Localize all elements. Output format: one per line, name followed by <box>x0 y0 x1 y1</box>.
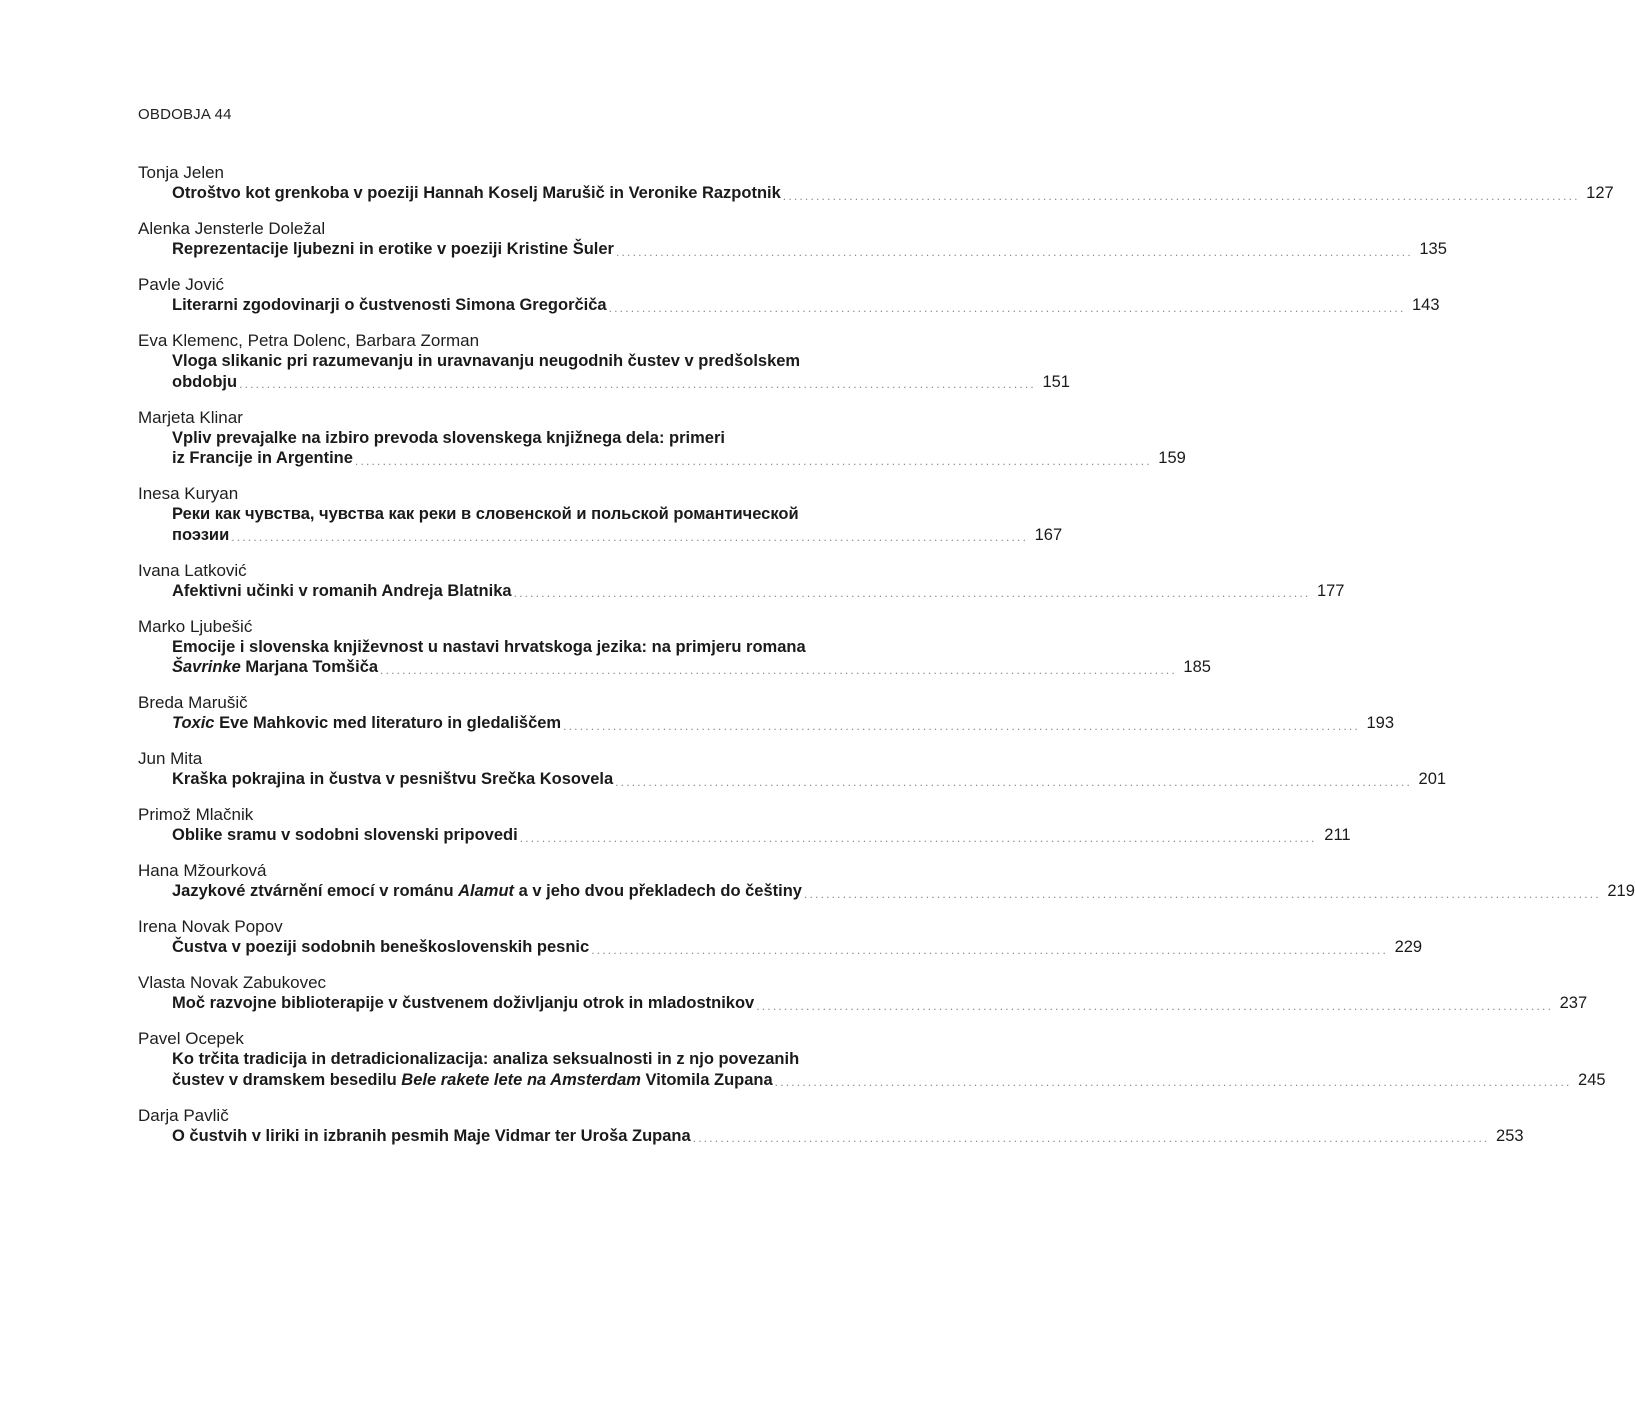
title-italic-work: Bele rakete lete na Amsterdam <box>401 1070 641 1089</box>
dot-leader: ................................................................................................................................................ <box>774 1075 1572 1089</box>
entry-author: Breda Marušič <box>138 693 248 712</box>
entry-title-line: Реки как чувства, чувства как реки в словенской и польской романтической <box>172 505 799 523</box>
entry-title-line: Ko trčita tradicija in detradicionalizacija: analiza seksualnosti in z njo povezanih <box>172 1050 800 1068</box>
title-text-main: O čustvih v liriki in izbranih pesmih Maje Vidmar ter Uroša Zupana <box>172 1126 691 1145</box>
entry-title-last-line <box>172 448 1186 469</box>
dot-leader: ................................................................................................................................................ <box>756 998 1554 1013</box>
page-number: 237 <box>1559 994 1588 1012</box>
entry-title-text <box>172 525 229 546</box>
title-text-main: Oblike sramu v sodobni slovenski pripovedi <box>172 826 518 844</box>
entry-title <box>172 428 1186 469</box>
entry-author: Inesa Kuryan <box>138 484 239 503</box>
toc-entry[interactable] <box>138 804 1351 846</box>
page-number: 245 <box>1578 1070 1606 1089</box>
entry-title-last-line <box>172 937 1423 958</box>
title-text-main: поэзии <box>172 525 230 544</box>
page-number: 219 <box>1607 882 1635 900</box>
entry-title-last-line <box>172 825 1351 846</box>
dot-leader: ................................................................................................................................................ <box>608 300 1406 315</box>
entry-title-text <box>172 448 353 469</box>
dot-leader: ................................................................................................................................................ <box>803 886 1601 901</box>
entry-title <box>172 937 1423 958</box>
entry-author: Eva Klemenc, Petra Dolenc, Barbara Zorman <box>138 331 480 350</box>
toc-entry[interactable] <box>138 616 1211 678</box>
page-number: 229 <box>1394 938 1423 956</box>
dot-leader: ................................................................................................................................................ <box>519 830 1317 845</box>
toc-entry[interactable] <box>138 330 1070 392</box>
entry-title-line: Emocije i slovenska književnost u nastavi hrvatskoga jezika: na primjeru romana <box>172 637 806 656</box>
entry-title-last-line <box>172 295 1440 316</box>
toc-entry[interactable] <box>138 560 1345 602</box>
dot-leader: ................................................................................................................................................ <box>591 942 1389 957</box>
entry-author: Marko Ljubešić <box>138 616 253 636</box>
entry-author: Pavel Ocepek <box>138 1029 244 1048</box>
entry-title <box>172 881 1635 902</box>
entry-title-last-line <box>172 881 1635 902</box>
page-number: 253 <box>1496 1126 1524 1145</box>
page-number: 177 <box>1316 581 1345 600</box>
entry-author: Jun Mita <box>138 749 203 768</box>
dot-leader: ................................................................................................................................................ <box>380 662 1177 677</box>
entry-author: Irena Novak Popov <box>138 917 283 936</box>
entry-title-last-line <box>172 372 1070 393</box>
entry-title-last-line <box>172 769 1447 790</box>
title-text-prefix: Jazykové ztvárnění emocí v románu <box>172 882 459 900</box>
title-italic-work: Toxic <box>172 714 215 732</box>
toc-entry[interactable] <box>138 274 1440 316</box>
title-text-main: Otroštvo kot grenkoba v poeziji Hannah Koselj Marušič in Veronike Razpotnik <box>172 184 781 202</box>
page-number: 201 <box>1418 770 1447 788</box>
page-number: 193 <box>1366 714 1395 732</box>
entry-title-text <box>172 372 237 393</box>
page-number: 151 <box>1042 372 1070 391</box>
dot-leader: ................................................................................................................................................ <box>615 244 1413 259</box>
entry-title-last-line <box>172 993 1588 1014</box>
entry-title-text <box>172 713 561 734</box>
entry-title <box>172 825 1351 846</box>
page-number: 185 <box>1183 658 1211 676</box>
title-text-main: Čustva v poeziji sodobnih beneškoslovenskih pesnic <box>172 938 590 956</box>
page-number: 159 <box>1158 449 1186 467</box>
title-text-main: Literarni zgodovinarji o čustvenosti Simona Gregorčiča <box>172 296 607 314</box>
entry-author: Primož Mlačnik <box>138 805 254 824</box>
entry-author: Alenka Jensterle Doležal <box>138 219 326 238</box>
entry-title-text <box>172 937 589 958</box>
toc-entry[interactable] <box>138 1105 1524 1147</box>
entry-title <box>172 713 1395 734</box>
toc-entry[interactable] <box>138 916 1423 958</box>
entry-title-text <box>172 239 614 260</box>
toc-entry[interactable] <box>138 483 1063 545</box>
entry-title-last-line <box>172 239 1447 260</box>
entry-author: Marjeta Klinar <box>138 407 243 427</box>
entry-author: Pavle Jović <box>138 275 224 294</box>
entry-title <box>172 581 1345 602</box>
toc-entry[interactable] <box>138 1028 1606 1090</box>
entry-author: Hana Mžourková <box>138 861 267 880</box>
page-number: 167 <box>1034 525 1063 544</box>
dot-leader: ................................................................................................................................................ <box>239 377 1036 391</box>
title-italic-work: Šavrinke <box>172 658 241 676</box>
title-italic-work: Alamut <box>458 882 515 900</box>
page-number: 127 <box>1586 184 1614 202</box>
entry-title-last-line <box>172 1070 1606 1091</box>
entry-author: Ivana Latković <box>138 560 247 580</box>
entry-author: Darja Pavlič <box>138 1105 229 1125</box>
title-text-main: Eve Mahkovic med literaturo in gledališčem <box>214 714 562 732</box>
title-text-main: Moč razvojne biblioterapije v čustvenem doživljanju otrok in mladostnikov <box>172 994 755 1012</box>
toc-entry[interactable] <box>138 218 1447 260</box>
toc-entry[interactable] <box>138 407 1186 469</box>
toc-entry[interactable] <box>138 162 1614 204</box>
title-text-main: Marjana Tomšiča <box>240 658 379 676</box>
page-number: 143 <box>1411 296 1440 314</box>
entry-title-last-line <box>172 581 1345 602</box>
dot-leader: ................................................................................................................................................ <box>615 774 1413 789</box>
page-number: 135 <box>1419 240 1447 258</box>
page-number: 211 <box>1324 826 1351 844</box>
entry-title <box>172 239 1447 260</box>
dot-leader: ................................................................................................................................................ <box>782 188 1580 203</box>
dot-leader: ................................................................................................................................................ <box>513 586 1311 600</box>
entry-title-text <box>172 295 607 316</box>
entry-title <box>172 504 1063 545</box>
entry-title-text <box>172 581 512 602</box>
title-text-main: Afektivni učinki v romanih Andreja Blatnika <box>172 581 512 600</box>
entry-title <box>172 993 1588 1014</box>
dot-leader: ................................................................................................................................................ <box>354 453 1152 468</box>
title-text-main: Vitomila Zupana <box>640 1070 773 1089</box>
entry-title <box>172 637 1211 678</box>
entry-title-text <box>172 993 754 1014</box>
entry-title <box>172 295 1440 316</box>
entry-title-text <box>172 881 802 902</box>
entry-title-text <box>172 183 781 204</box>
entry-title <box>172 1049 1606 1090</box>
entry-title-line: Vloga slikanic pri razumevanju in uravnavanju neugodnih čustev v predšolskem <box>172 352 801 370</box>
entry-title <box>172 351 1070 392</box>
entry-title-last-line <box>172 1126 1524 1147</box>
entry-title-last-line <box>172 525 1063 546</box>
entry-author: Tonja Jelen <box>138 163 225 182</box>
entry-title-text <box>172 1070 773 1091</box>
title-text-main: obdobju <box>172 372 238 391</box>
entry-title <box>172 1126 1524 1147</box>
toc-entry[interactable] <box>138 748 1447 790</box>
entry-title-line: Vpliv prevajalke na izbiro prevoda slovenskega knjižnega dela: primeri <box>172 428 725 447</box>
entry-author: Vlasta Novak Zabukovec <box>138 973 327 992</box>
entry-title-last-line <box>172 713 1395 734</box>
dot-leader: ................................................................................................................................................ <box>563 718 1361 733</box>
dot-leader: ................................................................................................................................................ <box>231 530 1029 544</box>
entry-title-text <box>172 769 613 790</box>
entry-title-last-line <box>172 183 1614 204</box>
table-of-contents <box>138 162 1635 1161</box>
entry-title-text <box>172 657 378 678</box>
dot-leader: ................................................................................................................................................ <box>692 1131 1490 1145</box>
title-text-main: iz Francije in Argentine <box>172 449 353 467</box>
title-text-prefix: čustev v dramskem besedilu <box>172 1070 402 1089</box>
title-text-main: Kraška pokrajina in čustva v pesništvu Srečka Kosovela <box>172 770 614 788</box>
toc-entry[interactable] <box>138 692 1395 734</box>
title-text-main: Reprezentacije ljubezni in erotike v poeziji Kristine Šuler <box>172 240 614 258</box>
toc-entry[interactable] <box>138 860 1635 902</box>
entry-title-text <box>172 1126 691 1147</box>
entry-title-last-line <box>172 657 1211 678</box>
running-header: OBDOBJA 44 <box>138 106 232 123</box>
title-text-main: a v jeho dvou překladech do češtiny <box>514 882 802 900</box>
entry-title-text <box>172 825 518 846</box>
entry-title <box>172 769 1447 790</box>
toc-entry[interactable] <box>138 972 1588 1014</box>
entry-title <box>172 183 1614 204</box>
